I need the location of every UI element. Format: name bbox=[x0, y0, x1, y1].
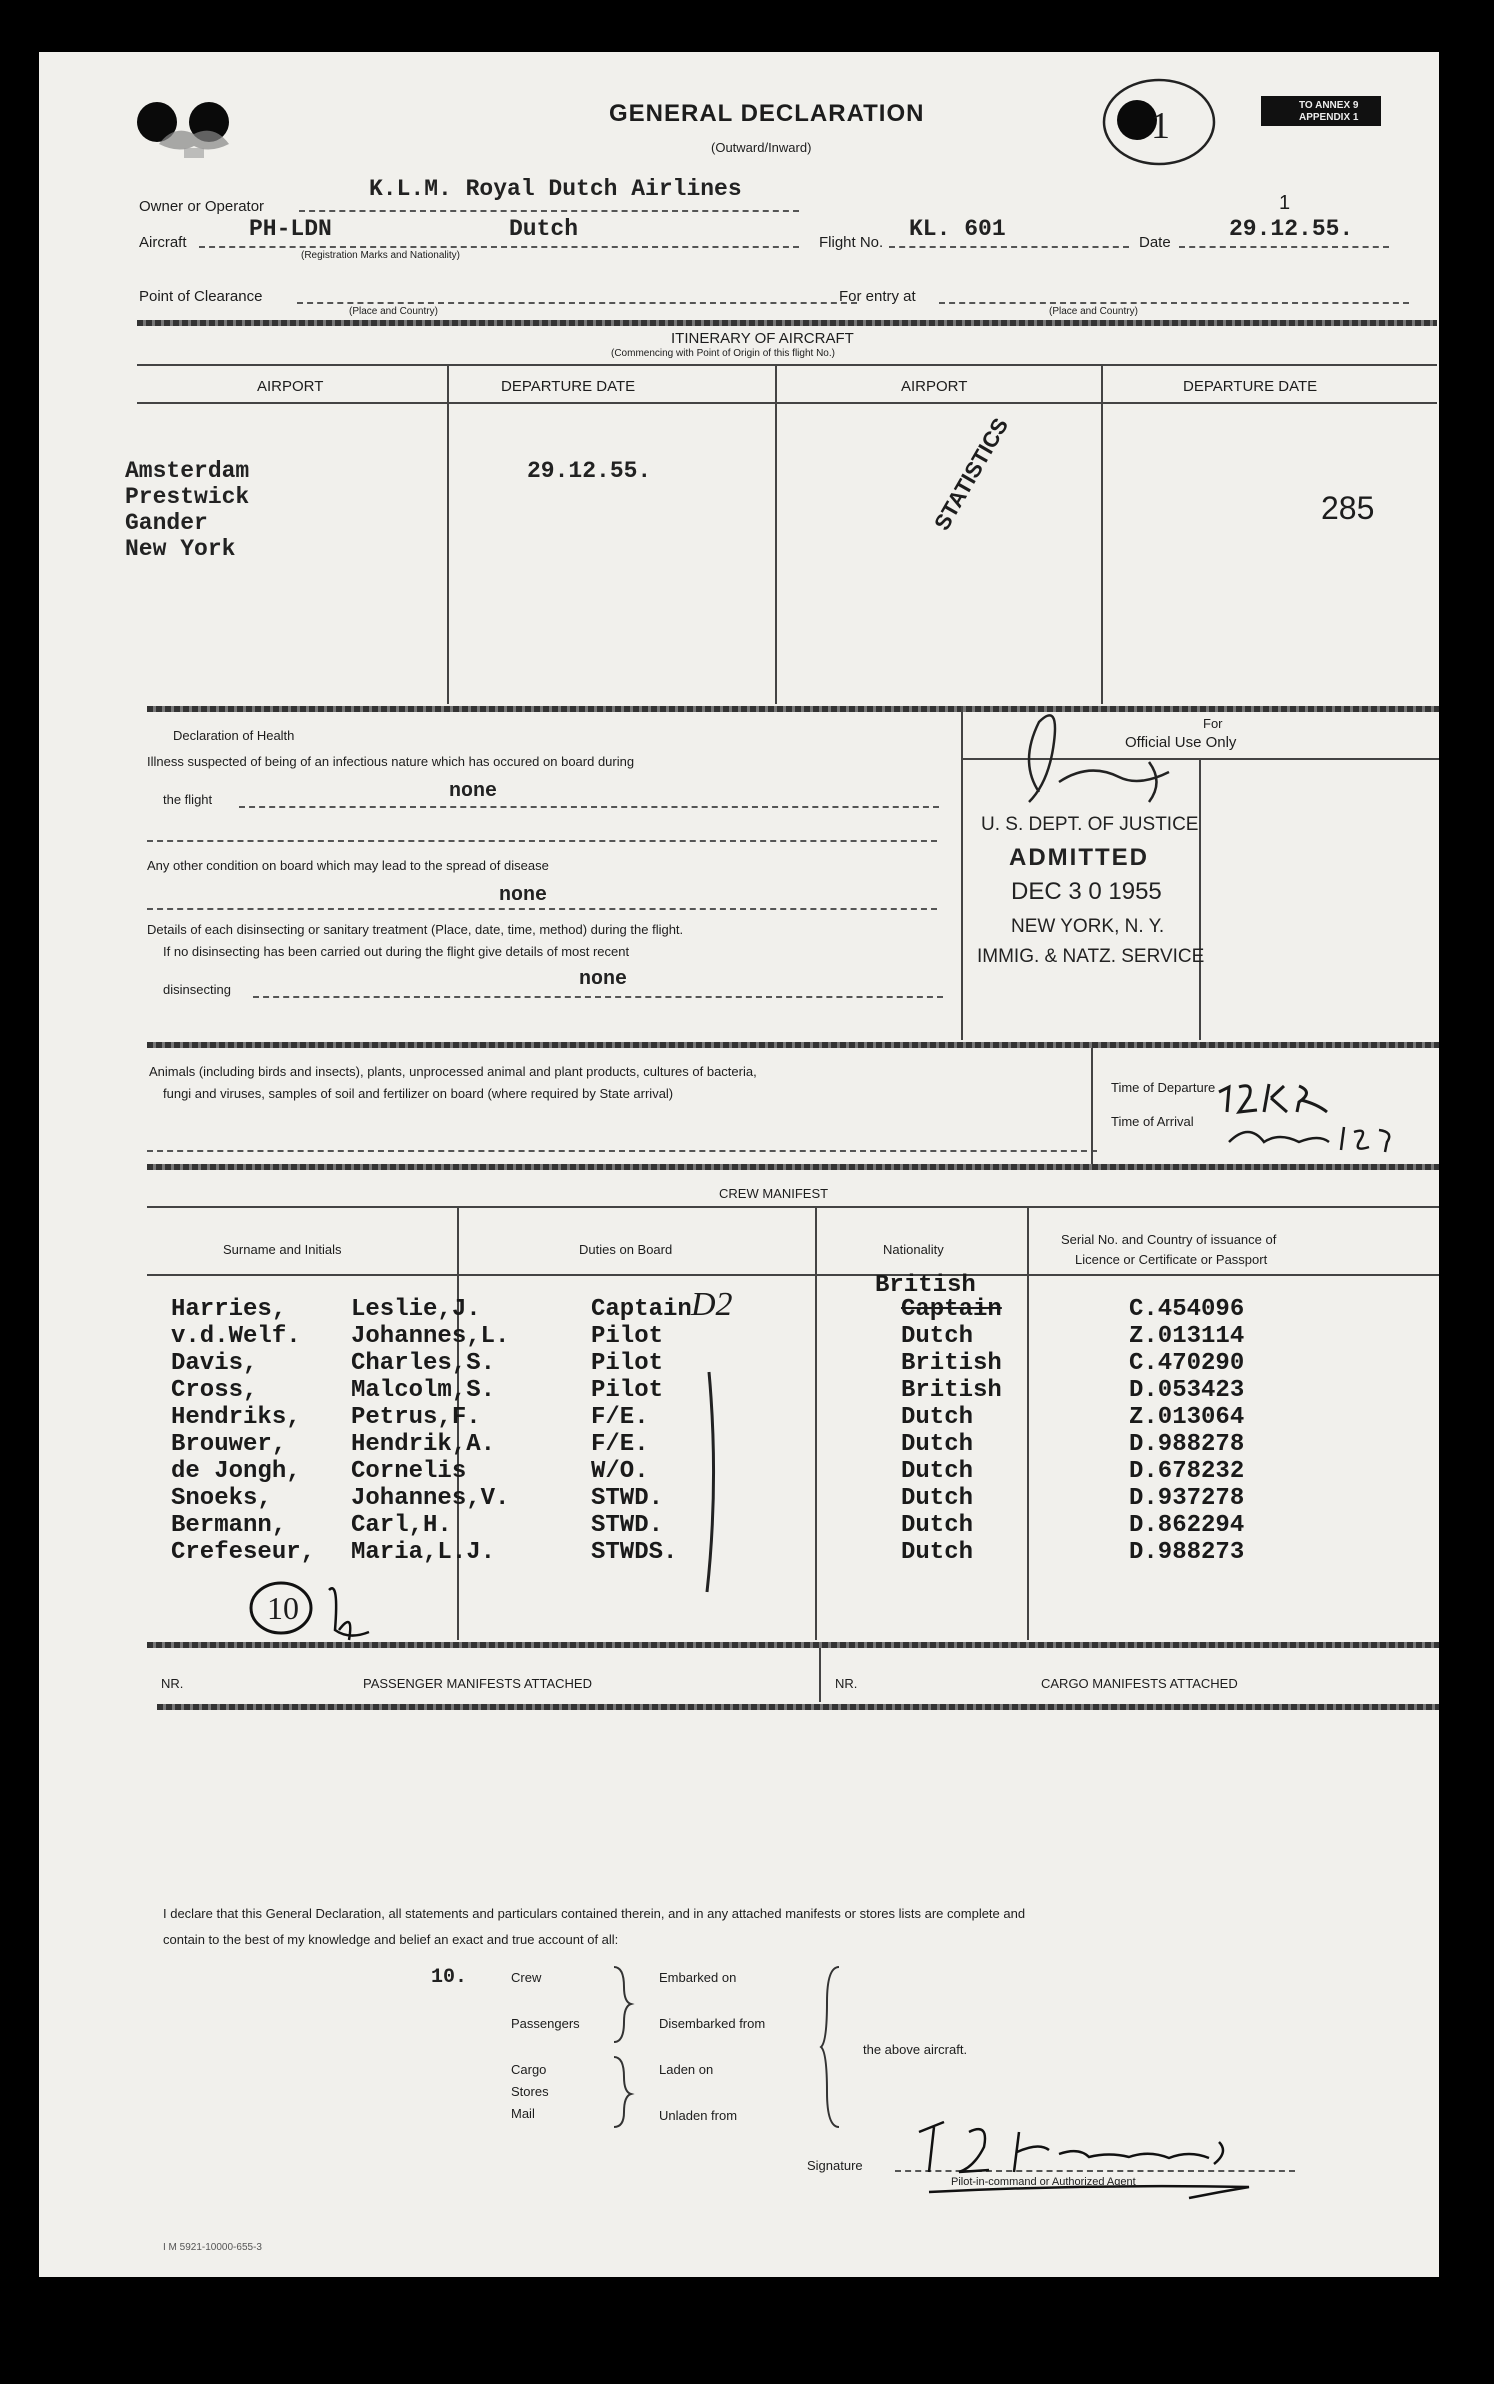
stamp-date: DEC 3 0 1955 bbox=[1011, 878, 1162, 905]
animals-text-2: fungi and viruses, samples of soil and fertilizer on board (where required by State arrival) bbox=[163, 1086, 674, 1101]
declaration-embarked: Embarked on bbox=[659, 1970, 737, 1985]
passenger-nr-label: NR. bbox=[161, 1676, 184, 1691]
health-disinsect-label-2: If no disinsecting has been carried out during the flight give details of most recent bbox=[163, 944, 630, 959]
clearance-note: (Place and Country) bbox=[349, 306, 438, 317]
stamp-dept-justice: U. S. DEPT. OF JUSTICE bbox=[981, 814, 1199, 835]
signature-label: Signature bbox=[807, 2158, 863, 2173]
nationality-correction: British bbox=[875, 1272, 976, 1299]
crew-row-2-first: Johannes,L. bbox=[351, 1323, 510, 1350]
flight-number-label: Flight No. bbox=[819, 234, 884, 251]
health-disinsect-label-1: Details of each disinsecting or sanitary treatment (Place, date, time, method) during the flight. bbox=[147, 922, 684, 937]
declaration-brace-right bbox=[819, 1962, 849, 2132]
itinerary-col-departure-1: DEPARTURE DATE bbox=[501, 378, 636, 395]
aircraft-registration: PH-LDN bbox=[249, 216, 332, 242]
declaration-braces bbox=[609, 1962, 639, 2132]
crew-row-2-nat: Dutch bbox=[901, 1323, 974, 1350]
flight-number-value: KL. 601 bbox=[909, 216, 1006, 242]
crew-row-9-duty: STWD. bbox=[591, 1512, 664, 1539]
cargo-manifests-label: CARGO MANIFESTS ATTACHED bbox=[1041, 1676, 1238, 1691]
declaration-disembarked: Disembarked from bbox=[659, 2016, 766, 2031]
crew-row-5-duty: F/E. bbox=[591, 1404, 649, 1431]
crew-row-9-serial: D.862294 bbox=[1129, 1512, 1245, 1539]
crew-row-8-first: Johannes,V. bbox=[351, 1485, 510, 1512]
handwritten-times bbox=[1209, 1072, 1419, 1162]
crew-row-6-serial: D.988278 bbox=[1129, 1431, 1245, 1458]
crew-row-10-first: Maria,L.J. bbox=[351, 1539, 496, 1566]
crew-row-6-first: Hendrik,A. bbox=[351, 1431, 496, 1458]
klm-crown-logo bbox=[154, 114, 234, 164]
form-number: I M 5921-10000-655-3 bbox=[163, 2242, 262, 2253]
owner-label: Owner or Operator bbox=[139, 198, 265, 215]
point-of-clearance-label: Point of Clearance bbox=[139, 288, 263, 305]
declaration-count: 10. bbox=[431, 1966, 468, 1989]
declaration-text-1: I declare that this General Declaration, all statements and particulars contained therein, and in any attached manifests or stores lists are complete and bbox=[163, 1906, 1026, 1921]
health-other-label: Any other condition on board which may lead to the spread of disease bbox=[147, 858, 549, 873]
document-title: GENERAL DECLARATION bbox=[609, 100, 925, 127]
health-flight-value: none bbox=[449, 780, 498, 803]
crew-row-1-serial: C.454096 bbox=[1129, 1296, 1245, 1323]
health-disinsect-value: none bbox=[579, 968, 628, 991]
crew-row-1-nat: Captain bbox=[901, 1296, 1002, 1323]
handwritten-10: 10 bbox=[267, 1590, 299, 1626]
itinerary-airport-1: Amsterdam bbox=[125, 458, 250, 484]
declaration-above-aircraft: the above aircraft. bbox=[863, 2042, 968, 2057]
itinerary-col-departure-2: DEPARTURE DATE bbox=[1183, 378, 1318, 395]
health-title: Declaration of Health bbox=[173, 728, 295, 743]
crew-col-serial-2: Licence or Certificate or Passport bbox=[1075, 1252, 1268, 1267]
crew-row-8-serial: D.937278 bbox=[1129, 1485, 1245, 1512]
crew-row-10-serial: D.988273 bbox=[1129, 1539, 1245, 1566]
date-value: 29.12.55. bbox=[1229, 216, 1354, 242]
registration-note: (Registration Marks and Nationality) bbox=[301, 250, 460, 261]
stamp-location: NEW YORK, N. Y. bbox=[1011, 916, 1165, 937]
time-of-departure-label: Time of Departure bbox=[1111, 1080, 1216, 1095]
crew-row-6-duty: F/E. bbox=[591, 1431, 649, 1458]
crew-row-9-first: Carl,H. bbox=[351, 1512, 452, 1539]
crew-col-duties: Duties on Board bbox=[579, 1242, 673, 1257]
crew-col-nationality: Nationality bbox=[883, 1242, 944, 1257]
passenger-manifests-label: PASSENGER MANIFESTS ATTACHED bbox=[363, 1676, 592, 1691]
itinerary-title: ITINERARY OF AIRCRAFT bbox=[671, 330, 854, 347]
crew-row-5-first: Petrus,F. bbox=[351, 1404, 481, 1431]
crew-row-8-duty: STWD. bbox=[591, 1485, 664, 1512]
crew-row-1-duty: Captain bbox=[591, 1296, 692, 1323]
declaration-cargo: Cargo bbox=[511, 2062, 547, 2077]
crew-row-4-surname: Cross, bbox=[171, 1377, 258, 1404]
animals-text-1: Animals (including birds and insects), plants, unprocessed animal and plant products, cultures of bacteria, bbox=[149, 1064, 757, 1079]
general-declaration-page bbox=[39, 52, 1439, 2277]
stamp-service: IMMIG. & NATZ. SERVICE bbox=[977, 946, 1205, 967]
crew-row-2-serial: Z.013114 bbox=[1129, 1323, 1245, 1350]
itinerary-number: 285 bbox=[1321, 490, 1375, 526]
health-other-value: none bbox=[499, 884, 548, 907]
crew-row-4-first: Malcolm,S. bbox=[351, 1377, 496, 1404]
health-disinsect-label-3: disinsecting bbox=[163, 982, 231, 997]
crew-row-3-nat: British bbox=[901, 1350, 1002, 1377]
crew-row-1-surname: Harries, bbox=[171, 1296, 287, 1323]
itinerary-col-airport-2: AIRPORT bbox=[901, 378, 968, 395]
crew-row-1-first: Leslie,J. bbox=[351, 1296, 481, 1323]
declaration-text-2: contain to the best of my knowledge and belief an exact and true account of all: bbox=[163, 1932, 619, 1947]
crew-row-4-serial: D.053423 bbox=[1129, 1377, 1245, 1404]
declaration-crew: Crew bbox=[511, 1970, 542, 1985]
crew-row-5-serial: Z.013064 bbox=[1129, 1404, 1245, 1431]
crew-row-4-duty: Pilot bbox=[591, 1377, 664, 1404]
crew-row-3-duty: Pilot bbox=[591, 1350, 664, 1377]
crew-row-7-duty: W/O. bbox=[591, 1458, 649, 1485]
owner-value: K.L.M. Royal Dutch Airlines bbox=[369, 176, 742, 202]
itinerary-departure-date: 29.12.55. bbox=[527, 458, 652, 484]
aircraft-label: Aircraft bbox=[139, 234, 187, 251]
crew-row-10-duty: STWDS. bbox=[591, 1539, 678, 1566]
crew-row-3-first: Charles,S. bbox=[351, 1350, 496, 1377]
cargo-nr-label: NR. bbox=[835, 1676, 858, 1691]
statistics-stamp: STATISTICS bbox=[929, 413, 1014, 535]
crew-row-6-nat: Dutch bbox=[901, 1431, 974, 1458]
crew-row-8-surname: Snoeks, bbox=[171, 1485, 272, 1512]
crew-col-surname: Surname and Initials bbox=[223, 1242, 342, 1257]
crew-row-4-nat: British bbox=[901, 1377, 1002, 1404]
health-flight-label: the flight bbox=[163, 792, 213, 807]
itinerary-airport-3: Gander bbox=[125, 510, 208, 536]
declaration-mail: Mail bbox=[511, 2106, 535, 2121]
crew-row-8-nat: Dutch bbox=[901, 1485, 974, 1512]
handwritten-bracket bbox=[679, 1362, 739, 1602]
crew-row-7-nat: Dutch bbox=[901, 1458, 974, 1485]
time-of-arrival-label: Time of Arrival bbox=[1111, 1114, 1194, 1129]
declaration-passengers: Passengers bbox=[511, 2016, 580, 2031]
itinerary-airport-2: Prestwick bbox=[125, 484, 250, 510]
crew-col-serial-1: Serial No. and Country of issuance of bbox=[1061, 1232, 1277, 1247]
crew-row-10-surname: Crefeseur, bbox=[171, 1539, 316, 1566]
crew-row-9-surname: Bermann, bbox=[171, 1512, 287, 1539]
annex-line-2: APPENDIX 1 bbox=[1299, 112, 1359, 123]
declaration-stores: Stores bbox=[511, 2084, 549, 2099]
tick-mark: 1 bbox=[1279, 192, 1291, 214]
crew-manifest-title: CREW MANIFEST bbox=[719, 1186, 829, 1201]
crew-row-10-nat: Dutch bbox=[901, 1539, 974, 1566]
crew-row-7-surname: de Jongh, bbox=[171, 1458, 301, 1485]
itinerary-airport-4: New York bbox=[125, 536, 236, 562]
official-use-title: Official Use Only bbox=[1125, 734, 1237, 751]
crew-row-2-duty: Pilot bbox=[591, 1323, 664, 1350]
entry-label: For entry at bbox=[839, 288, 916, 305]
health-illness-label: Illness suspected of being of an infectious nature which has occured on board during bbox=[147, 754, 635, 769]
crew-row-7-first: Cornelis bbox=[351, 1458, 467, 1485]
annex-line-1: TO ANNEX 9 bbox=[1299, 100, 1359, 111]
signature-note: Pilot-in-command or Authorized Agent bbox=[951, 2176, 1136, 2188]
circled-number: 1 bbox=[1151, 105, 1170, 147]
date-label: Date bbox=[1139, 234, 1171, 251]
crew-row-2-surname: v.d.Welf. bbox=[171, 1323, 301, 1350]
itinerary-col-airport-1: AIRPORT bbox=[257, 378, 324, 395]
entry-note: (Place and Country) bbox=[1049, 306, 1138, 317]
crew-row-9-nat: Dutch bbox=[901, 1512, 974, 1539]
aircraft-nationality: Dutch bbox=[509, 216, 579, 242]
official-use-for: For bbox=[1203, 716, 1223, 731]
crew-row-5-surname: Hendriks, bbox=[171, 1404, 301, 1431]
crew-row-7-serial: D.678232 bbox=[1129, 1458, 1245, 1485]
crew-row-6-surname: Brouwer, bbox=[171, 1431, 287, 1458]
itinerary-note: (Commencing with Point of Origin of this flight No.) bbox=[611, 348, 835, 359]
crew-row-3-serial: C.470290 bbox=[1129, 1350, 1245, 1377]
declaration-laden: Laden on bbox=[659, 2062, 714, 2077]
document-subtitle: (Outward/Inward) bbox=[711, 140, 812, 155]
crew-row-5-nat: Dutch bbox=[901, 1404, 974, 1431]
crew-row-3-surname: Davis, bbox=[171, 1350, 258, 1377]
handwritten-d2: D2 bbox=[691, 1286, 733, 1323]
declaration-unladen: Unladen from bbox=[659, 2108, 738, 2123]
stamp-admitted: ADMITTED bbox=[1009, 844, 1149, 871]
